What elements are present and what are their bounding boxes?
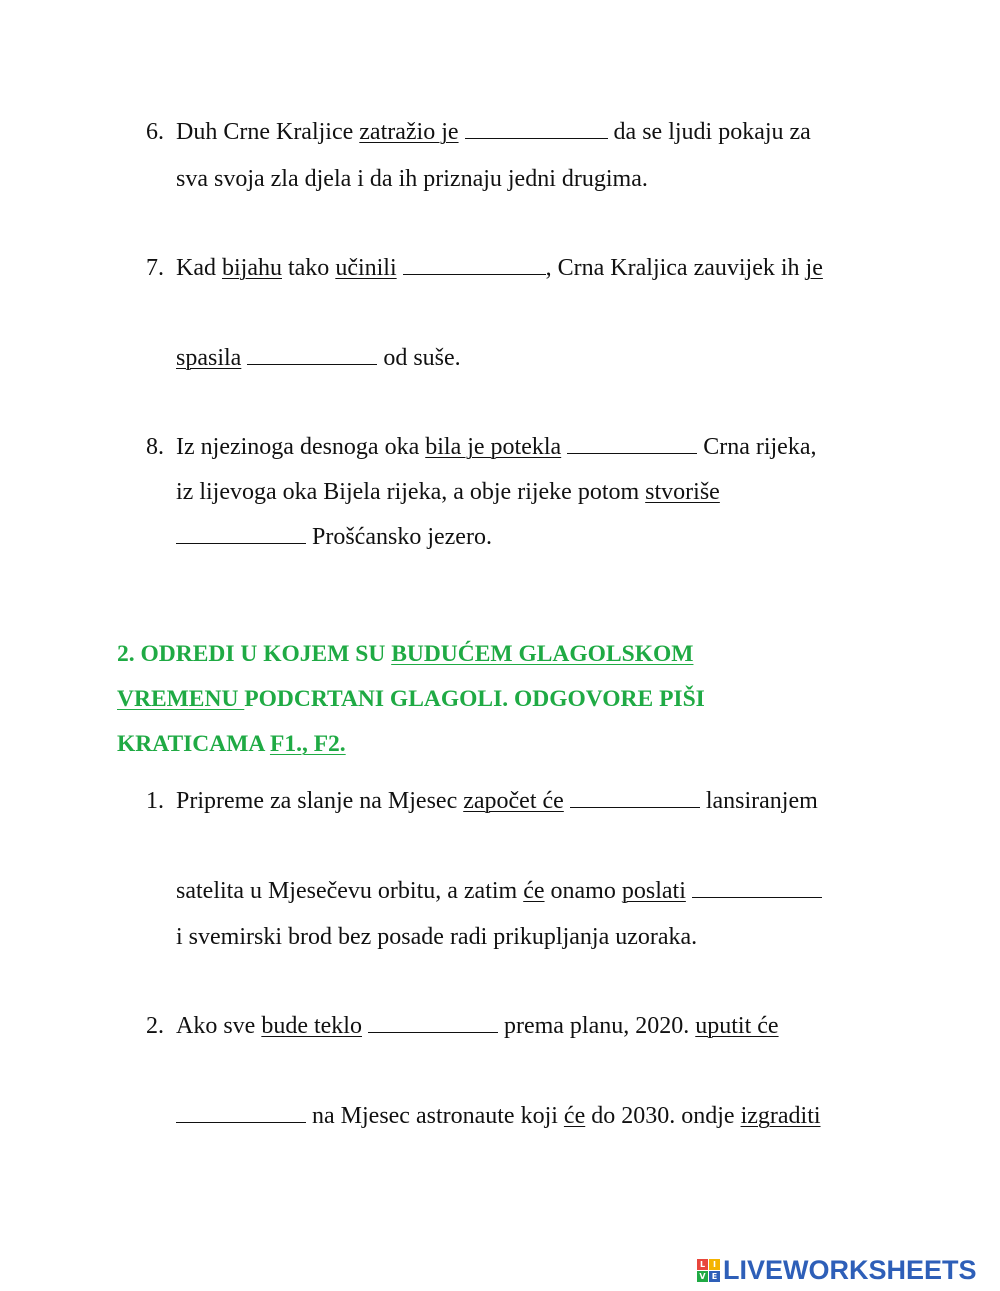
text-segment: iz lijevoga oka Bijela rijeka, a obje rijeke potom [176, 479, 646, 505]
underlined-verb: uputit će [695, 1013, 779, 1039]
item-8-number: 8. [146, 434, 164, 460]
item-8-line-1 [176, 432, 816, 462]
answer-blank[interactable] [570, 787, 700, 808]
logo-mark-letter: V [697, 1271, 708, 1282]
underlined-verb: poslati [621, 878, 686, 904]
logo-text: LIVEWORKSHEETS [723, 1254, 977, 1285]
answer-blank[interactable] [567, 433, 697, 454]
task-2-line-1 [176, 1011, 779, 1041]
answer-blank[interactable] [692, 877, 822, 898]
item-8-line-3 [176, 522, 492, 552]
text-segment: tako [281, 255, 336, 281]
logo-mark-letter: L [697, 1259, 708, 1270]
underlined-verb: je [805, 255, 823, 281]
underlined-verb: izgraditi [740, 1103, 821, 1129]
logo-mark-letter: I [709, 1259, 720, 1270]
section-2-heading-line-3 [117, 729, 346, 759]
underlined-verb: F1., F2. [269, 731, 346, 757]
text-segment: na Mjesec astronaute koji [306, 1103, 564, 1129]
answer-blank[interactable] [403, 254, 546, 275]
underlined-verb: učinili [335, 255, 397, 281]
text-segment: Prošćansko jezero. [306, 524, 492, 550]
text-segment: Duh Crne Kraljice [176, 119, 360, 145]
underlined-verb: započet će [463, 788, 564, 814]
text-segment: da se ljudi pokaju za [607, 119, 811, 145]
underlined-verb: će [523, 878, 545, 904]
underlined-verb: bijahu [221, 255, 282, 281]
text-segment: PODCRTANI GLAGOLI. ODGOVORE PIŠI [244, 686, 705, 712]
liveworksheets-logo [697, 1250, 977, 1290]
item-6-line-1 [176, 117, 811, 147]
item-8-line-2 [176, 477, 720, 507]
underlined-verb: bila je potekla [425, 434, 562, 460]
answer-blank[interactable] [247, 344, 377, 365]
item-6-number: 6. [146, 119, 164, 145]
item-7-line-2 [176, 343, 461, 373]
liveworksheets-logo-mark-icon [697, 1259, 720, 1282]
text-segment: Ako sve [176, 1013, 262, 1039]
task-1-line-3 [176, 922, 697, 952]
item-6-line-2 [176, 164, 648, 194]
task-2-line-2 [176, 1101, 821, 1131]
answer-blank[interactable] [368, 1012, 498, 1033]
text-segment: 2. ODREDI U KOJEM SU [117, 641, 392, 667]
underlined-verb: VREMENU [117, 686, 245, 712]
text-segment: i svemirski brod bez posade radi prikupljanja uzoraka. [176, 924, 698, 950]
text-segment: , Crna Kraljica zauvijek ih [545, 255, 806, 281]
text-segment: KRATICAMA [117, 731, 270, 757]
section-2-heading-line-2 [117, 684, 705, 714]
text-segment: satelita u Mjesečevu orbitu, a zatim [176, 878, 524, 904]
text-segment: od suše. [377, 345, 461, 371]
answer-blank[interactable] [465, 118, 608, 139]
underlined-verb: će [563, 1103, 586, 1129]
underlined-verb: spasila [176, 345, 242, 371]
section-2-heading-line-1 [117, 639, 693, 669]
task-2-number: 2. [146, 1013, 164, 1039]
task-1-number: 1. [146, 788, 164, 814]
underlined-verb: BUDUĆEM GLAGOLSKOM [391, 641, 694, 667]
text-segment: Iz njezinoga desnoga oka [176, 434, 426, 460]
item-7-line-1 [176, 253, 823, 283]
text-segment: sva svoja zla djela i da ih priznaju jedni drugima. [176, 166, 648, 192]
logo-mark-letter: E [709, 1271, 720, 1282]
text-segment: Kad [176, 255, 222, 281]
task-1-line-2 [176, 876, 822, 906]
text-segment: lansiranjem [699, 788, 818, 814]
task-1-line-1 [176, 786, 818, 816]
text-segment: do 2030. ondje [585, 1103, 741, 1129]
underlined-verb: stvoriše [645, 479, 720, 505]
text-segment: prema planu, 2020. [497, 1013, 696, 1039]
answer-blank[interactable] [176, 1102, 306, 1123]
text-segment: Crna rijeka, [697, 434, 817, 460]
answer-blank[interactable] [176, 523, 306, 544]
text-segment: Pripreme za slanje na Mjesec [176, 788, 464, 814]
underlined-verb: zatražio je [359, 119, 459, 145]
underlined-verb: bude teklo [261, 1013, 362, 1039]
text-segment: onamo [544, 878, 622, 904]
item-7-number: 7. [146, 255, 164, 281]
